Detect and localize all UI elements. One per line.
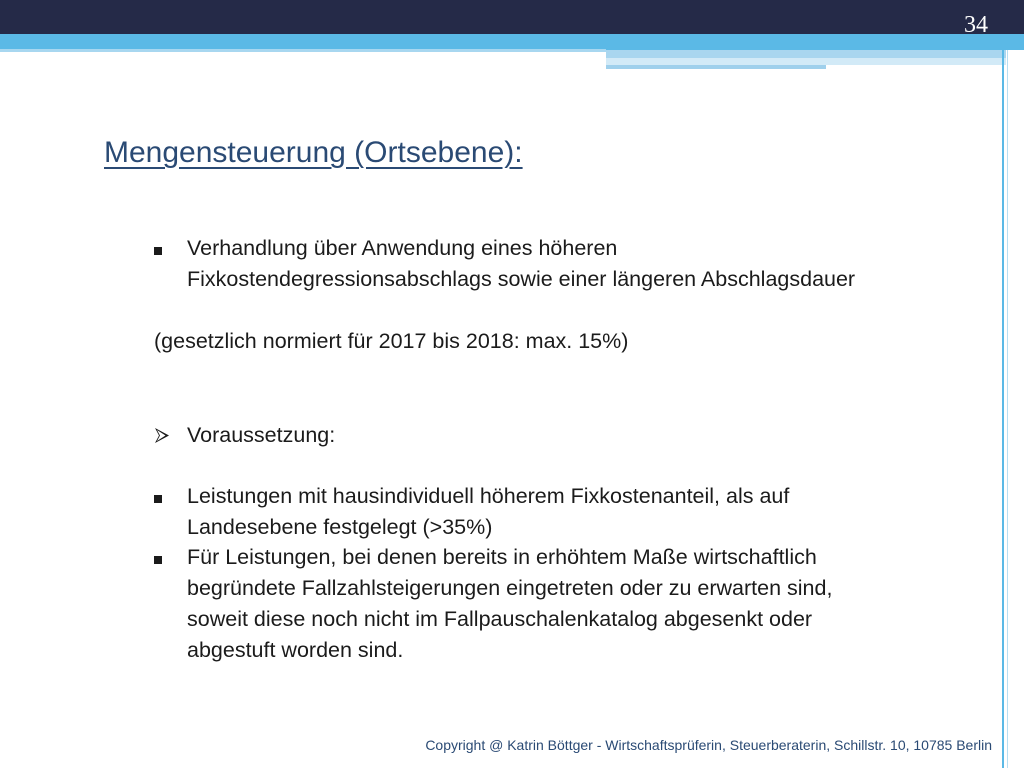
bullet-text-line: abgestuft worden sind. [187, 638, 404, 662]
footer-copyright: Copyright @ Katrin Böttger - Wirtschaftsprüferin, Steuerberaterin, Schillstr. 10, 10785 Berlin [425, 737, 992, 753]
slide-title: Mengensteuerung (Ortsebene): [104, 136, 523, 169]
arrow-bullet-icon [154, 420, 176, 453]
bullet-text-line: soweit diese noch nicht im Fallpauschalenkatalog abgesenkt oder [187, 607, 813, 631]
bullet-text-line: Fixkostendegressionsabschlags sowie einer längeren Abschlagsdauer [187, 267, 856, 291]
header-stripe-accent-short [606, 65, 826, 69]
header-stripe [0, 34, 1024, 50]
header-dark-bar [0, 0, 1024, 34]
right-border-line [1002, 34, 1004, 768]
right-border-line-light [1007, 50, 1008, 768]
note-text: (gesetzlich normiert für 2017 bis 2018: max. 15%) [154, 329, 629, 353]
bullet-text-line: Für Leistungen, bei denen bereits in erhöhtem Maße wirtschaftlich [187, 545, 817, 569]
header-stripe-accent [606, 50, 1006, 58]
slide-number: 34 [964, 12, 988, 38]
square-bullet-icon [154, 233, 176, 264]
bullet-text-line: Verhandlung über Anwendung eines höheren [187, 236, 618, 260]
square-bullet-icon [154, 481, 176, 512]
bullet-text-line: begründete Fallzahlsteigerungen eingetreten oder zu erwarten sind, [187, 576, 833, 600]
header-stripe-accent-light [606, 58, 1006, 65]
bullet-text-line: Leistungen mit hausindividuell höherem Fixkostenanteil, als auf [187, 484, 790, 508]
arrow-item-label: Voraussetzung: [187, 423, 336, 447]
bullet-text-line: Landesebene festgelegt (>35%) [187, 515, 493, 539]
header-stripe-thin [0, 49, 606, 52]
square-bullet-icon [154, 542, 176, 573]
